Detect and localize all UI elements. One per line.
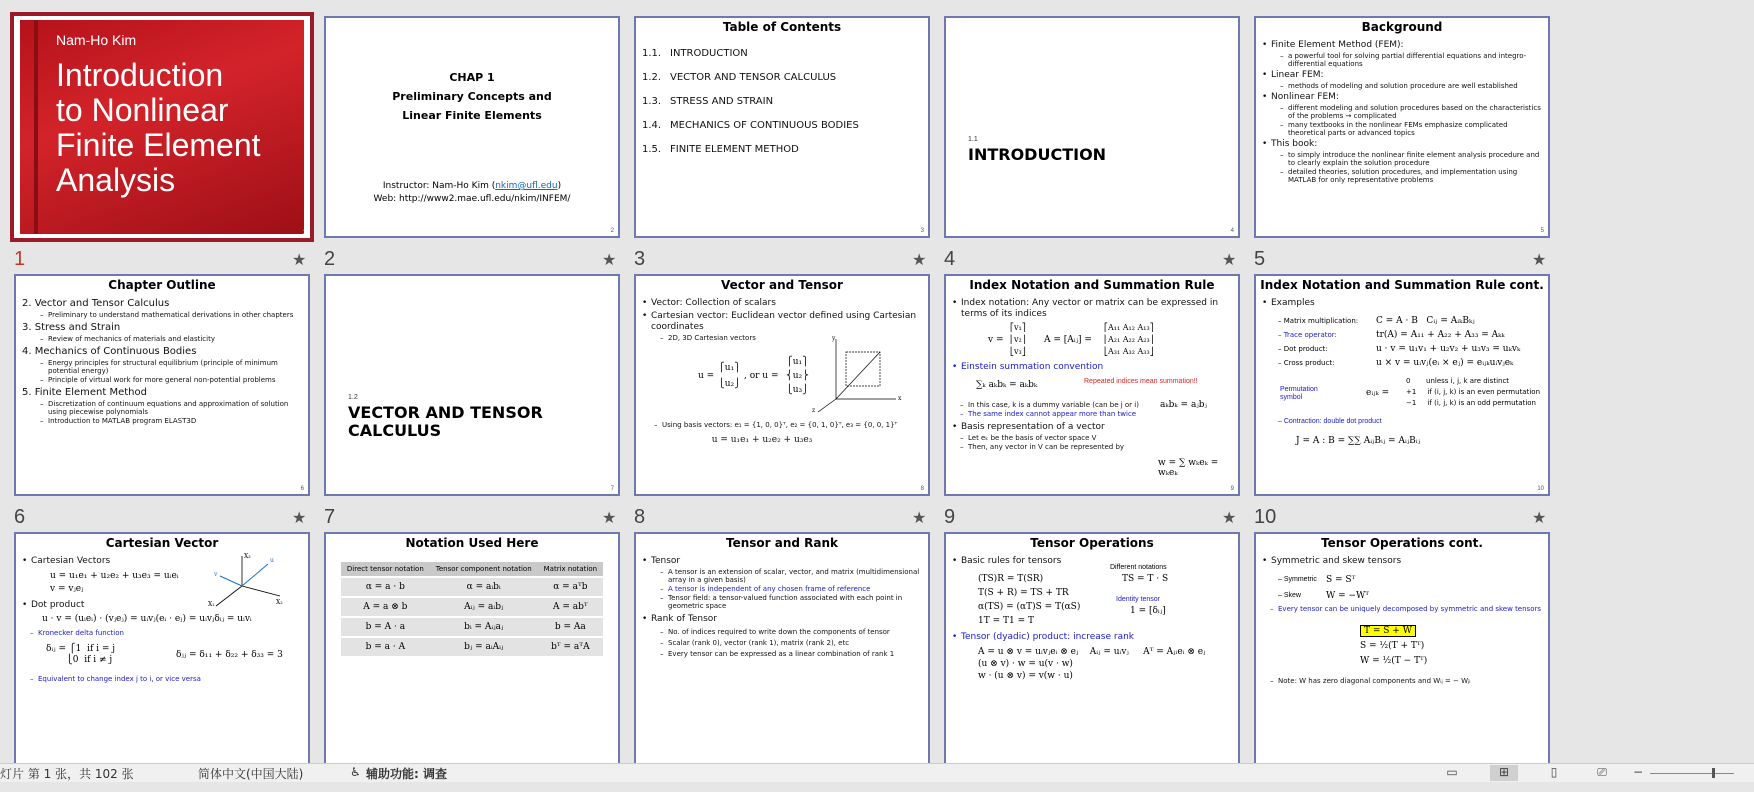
zoom-slider-thumb[interactable]	[1712, 768, 1715, 778]
slide-thumbnail-11[interactable]	[14, 532, 314, 792]
index-matrices	[986, 320, 1186, 360]
slide-3-canvas[interactable]	[634, 16, 930, 238]
svg-text:z: z	[812, 407, 816, 414]
cover-author: Nam-Ho Kim	[56, 32, 137, 48]
slide-page-number: 2	[610, 228, 614, 234]
slide-4-canvas[interactable]	[944, 16, 1240, 238]
slide-body: • Finite Element Method (FEM): – a powerful tool for solving partial differential equations and integro-differential equations • Linear FEM: – methods of modeling and solution procedure are well established • Nonlinear FEM: – different modeling and solution procedures based on the characteristics of the problems → complicated – many textbooks in the nonlinear FEMs emphasize complicated theoretical parts or advanced topics • This book: – to simply introduce the nonlinear finite element analysis procedure and to clearly explain the solution procedure – detailed theories, solution procedures, and implementation using MATLAB for only representative problems	[1262, 38, 1542, 184]
slide-15-canvas[interactable]: Tensor Operations cont. • Symmetric and skew tensors – Symmetric – Skew S = Sᵀ W = −Wᵀ – Every tensor can be uniquely decomposed by symmetric and skew tensors T = S + W S = ½(T + Tᵀ) W = ½(T − Tᵀ) – Note: W has zero diagonal components and Wᵢⱼ = − Wⱼᵢ	[1254, 532, 1550, 772]
slide-thumbnail-9[interactable]	[944, 274, 1244, 534]
slide-title: Background	[1361, 20, 1443, 34]
section-title: VECTOR AND TENSOR CALCULUS	[348, 403, 543, 440]
slide-page-number: 10	[1537, 486, 1544, 492]
slide-number: 1	[14, 248, 26, 270]
slide-page-number: 1	[302, 230, 306, 236]
slide-body: 2. Vector and Tensor Calculus – Preliminary to understand mathematical derivations in other chapters 3. Stress and Strain – Review of mechanics of materials and elasticity 4. Mechanics of Continuous Bodies – Energy principles for structural equilibrium (principle of minimum potential energy) – Principle of virtual work for more general non-potential problems 5. Finite Element Method – Discretization of continuum equations and approximation of solution using piecewise polynomials – Introduction to MATLAB program ELAST3D	[22, 296, 302, 425]
slide-number: 3	[634, 248, 646, 270]
slide-thumbnail-14[interactable]	[944, 532, 1244, 792]
slide-title: Cartesian Vector	[105, 536, 219, 550]
svg-text:⎩u₃⎭: ⎩u₃⎭	[786, 385, 809, 395]
accessibility-status[interactable]: 辅助功能: 调查	[366, 767, 447, 781]
slide-5-canvas[interactable]	[1254, 16, 1550, 238]
slide-7-canvas[interactable]	[324, 274, 620, 496]
slide-body: • Tensor – A tensor is an extension of scalar, vector, and matrix (multidimensional array in a given basis) – A tensor is independent of any chosen frame of reference – Tensor field: a tensor-valued function associated with each point in geometric space • Rank of Tensor – No. of indices required to write down the components of tensor – Scalar (rank 0), vector (rank 1), matrix (rank 2), etc – Every tensor can be expressed as a linear combination of rank 1	[642, 554, 922, 658]
svg-text:⎩u₂⎭: ⎩u₂⎭	[718, 379, 741, 389]
star-icon[interactable]: ★	[602, 510, 617, 527]
slide-sorter-view-icon[interactable]: ⊞	[1490, 765, 1518, 781]
slide-body: • Vector: Collection of scalars • Cartesian vector: Euclidean vector defined using Cartesian coordinates – 2D, 3D Cartesian vectors	[642, 296, 922, 342]
slide-14-canvas[interactable]: Tensor Operations • Basic rules for tensors (TS)R = T(SR) T(S + R) = TS + TR α(TS) = (αT)S = T(αS) 1T = T1 = T Different notations TS = T · S Identity tensor 1 = [δᵢⱼ] • Tensor (dyadic) product: increase rank A = u ⊗ v = uᵢvⱼeᵢ ⊗ eⱼ Aᵢⱼ = uᵢvⱼ Aᵀ = Aⱼᵢeᵢ ⊗ eⱼ (u ⊗ v) · w = u(v · w) w · (u ⊗ v) = v(w · u)	[944, 532, 1240, 772]
svg-text:⎧u₁⎫: ⎧u₁⎫	[718, 363, 741, 373]
zoom-out-icon[interactable]: −	[1632, 765, 1644, 779]
accessibility-icon[interactable]: ♿	[350, 765, 361, 779]
slide-1-canvas[interactable]	[10, 12, 314, 242]
slide-page-number: 5	[1540, 228, 1544, 234]
svg-text:⎧u₁⎫: ⎧u₁⎫	[786, 357, 809, 367]
slide-page-number: 3	[920, 228, 924, 234]
slide-body: • Symmetric and skew tensors	[1262, 554, 1542, 567]
star-icon[interactable]: ★	[602, 252, 617, 269]
summation-note: Repeated indices mean summation!!	[1084, 378, 1198, 385]
cover-title: Introduction to Nonlinear Finite Element Analysis	[56, 57, 261, 198]
zoom-slider[interactable]	[1650, 773, 1734, 774]
svg-text:⎡v₁⎤: ⎡v₁⎤	[1010, 323, 1026, 332]
svg-text:⎡A₁₁ A₁₂ A₁₃⎤: ⎡A₁₁ A₁₂ A₁₃⎤	[1104, 323, 1154, 332]
slide-8-canvas[interactable]: Vector and Tensor • Vector: Collection of scalars • Cartesian vector: Euclidean vector defined using Cartesian coordinates – 2D, 3D Cartesian vectors u = ⎧u₁⎫ ⎩u₂⎭ , or u = ⎧u₁⎫ ⎨u₂⎬ ⎩u₃⎭ y x z – Using basis vectors: e₁ = {1, 0, 0}ᵀ, e₂ = {0, 1, 0}ᵀ, e₃ = {0, 0, 1}ᵀ u = u₁e₁ + u₂e₂ + u₃e₃ 8	[634, 274, 930, 496]
instructor-info: Instructor: Nam-Ho Kim (nkim@ufl.edu) Web: http://www2.mae.ufl.edu/nkim/INFEM/	[373, 181, 571, 204]
slide-page-number: 8	[920, 486, 924, 492]
slide-number: 9	[944, 506, 956, 528]
permutation-label: Permutation symbol	[1280, 386, 1318, 401]
slide-thumbnail-2[interactable]	[324, 16, 624, 276]
slide-title: Tensor Operations	[1030, 536, 1154, 550]
slideshow-icon[interactable]: ⎚	[1597, 765, 1607, 779]
slide-9-canvas[interactable]: Index Notation and Summation Rule • Index notation: Any vector or matrix can be expressed in terms of its indices v = ⎡v₁⎤ ⎢v₂⎥ ⎣v₃⎦ A = [Aᵢⱼ] = ⎡A₁₁ A₁₂ A₁₃⎤ ⎢A₂₁ A₂₂ A₂₃⎥ ⎣A₃₁ A₃₂ A₃₃⎦ • Einstein summation convention ∑ₖ aₖbₖ = aₖbₖ Repeated indices mean summation!! – In this case, k is a dummy variable (can be j or i) – The same index cannot appear more than twice • Basis representation of a vector – Let eₖ be the basis of vector space V – Then, any vector in V can be represented by aₖbₖ = aⱼbⱼ w = ∑ wₖeₖ = wₖeₖ 9	[944, 274, 1240, 496]
slide-title: Chapter Outline	[108, 278, 216, 292]
slide-thumbnail-4[interactable]	[944, 16, 1244, 276]
slide-number: 2	[324, 248, 336, 270]
slide-number: 10	[1254, 506, 1277, 528]
slide-title: Index Notation and Summation Rule cont.	[1260, 278, 1544, 292]
slide-thumbnail-12[interactable]	[324, 532, 624, 792]
slide-title: Index Notation and Summation Rule	[969, 278, 1215, 292]
section-title: INTRODUCTION	[968, 145, 1107, 164]
slide-thumbnail-7[interactable]	[324, 274, 624, 534]
slide-thumbnail-10[interactable]	[1254, 274, 1554, 534]
svg-text:⎨u₂⎬: ⎨u₂⎬	[786, 371, 809, 381]
star-icon[interactable]: ★	[912, 510, 927, 527]
svg-text:⎣A₃₁ A₃₂ A₃₃⎦: ⎣A₃₁ A₃₂ A₃₃⎦	[1104, 347, 1154, 356]
svg-text:⎢A₂₁ A₂₂ A₂₃⎥: ⎢A₂₁ A₂₂ A₂₃⎥	[1104, 335, 1154, 344]
slide-title: Vector and Tensor	[721, 278, 843, 292]
slide-11-canvas[interactable]: Cartesian Vector • Cartesian Vectors u = u₁e₁ + u₂e₂ + u₃e₃ = uᵢeᵢ v = vⱼeⱼ u v X₃ X₂ X₁ • Dot product u · v = (uᵢeᵢ) · (vⱼeⱼ) = uᵢvⱼ(eᵢ · eⱼ) = uᵢvⱼδᵢⱼ = uᵢvᵢ – Kronecker delta function δᵢⱼ = ⎧1 if i = j ⎩0 if i ≠ j δⱼⱼ = δ₁₁ + δ₂₂ + δ₃₃ = 3 – Equivalent to change index j to i, or vice versa	[14, 532, 310, 772]
slide-title: Notation Used Here	[405, 536, 539, 550]
book-cover	[20, 20, 304, 234]
vector-equation: u = u₁e₁ + u₂e₂ + u₃e₃	[711, 435, 813, 445]
slide-2-canvas[interactable]	[324, 16, 620, 238]
slide-title: Table of Contents	[722, 20, 842, 34]
slide-body: • Examples	[1262, 296, 1542, 309]
star-icon[interactable]: ★	[1532, 252, 1547, 269]
normal-view-icon[interactable]: ▭	[1446, 765, 1458, 779]
svg-text:⎢v₂⎥: ⎢v₂⎥	[1010, 335, 1026, 344]
slide-13-canvas[interactable]	[634, 532, 930, 772]
slide-body: • Cartesian Vectors	[22, 554, 302, 567]
slide-thumbnail-15[interactable]	[1254, 532, 1554, 792]
svg-text:u: u	[270, 557, 274, 564]
table-row: b = A · a bᵢ = Aᵢⱼaⱼ b = Aa	[341, 617, 603, 637]
star-icon[interactable]: ★	[292, 252, 307, 269]
star-icon[interactable]: ★	[912, 252, 927, 269]
slide-thumbnail-8[interactable]	[634, 274, 934, 534]
slide-title: Tensor Operations cont.	[1321, 536, 1483, 550]
svg-text:X₁: X₁	[208, 601, 215, 608]
svg-text:v =: v =	[988, 335, 1004, 345]
table-row: A = a ⊗ b Aᵢⱼ = aᵢbⱼ A = abᵀ	[341, 597, 603, 617]
slide-thumbnail-1[interactable]	[14, 16, 314, 276]
slide-10-canvas[interactable]: Index Notation and Summation Rule cont. • Examples – Matrix multiplication: – Trace operator: – Dot product: – Cross product: C = A · B Cᵢⱼ = AᵢₖBₖⱼ tr(A) = A₁₁ + A₂₂ + A₃₃ = Aₖₖ u · v = u₁v₁ + u₂v₂ + u₃v₃ = uₖvₖ u × v = uᵢvⱼ(eᵢ × eⱼ) = eᵢⱼₖuᵢvⱼeₖ Permutation symbol 0 unless i, j, k are distinct +1 if (i, j, k) is an even permutation −1 if (i, j, k) is an odd permutation eᵢⱼₖ = – Contraction: double dot product J = A : B = ∑∑ AᵢⱼBᵢⱼ = AᵢⱼBᵢⱼ 10	[1254, 274, 1550, 496]
star-icon[interactable]: ★	[1532, 510, 1547, 527]
section-number: 1.2	[348, 394, 358, 401]
section-number: 1.1	[968, 136, 978, 143]
star-icon[interactable]: ★	[1222, 252, 1237, 269]
star-icon[interactable]: ★	[292, 510, 307, 527]
chapter-heading: CHAP 1 Preliminary Concepts and Linear Finite Elements	[392, 71, 552, 122]
slide-title: Tensor and Rank	[725, 536, 839, 550]
slide-thumbnail-6[interactable]	[14, 274, 314, 534]
slide-number: 8	[634, 506, 646, 528]
reading-view-icon[interactable]: ▯	[1550, 765, 1558, 779]
email-link[interactable]: nkim@ufl.edu	[495, 181, 558, 191]
notation-table: Direct tensor notation Tensor component notation Matrix notation α = a · b α = aᵢbᵢ α = aᵀb A = a ⊗ b Aᵢⱼ = aᵢbⱼ A = abᵀ b = A · a bᵢ = Aᵢⱼaⱼ b = Aa b = a · A bⱼ = aᵢAᵢⱼ bᵀ = aᵀA	[341, 562, 603, 656]
slide-page-number: 6	[300, 486, 304, 492]
svg-text:y: y	[832, 335, 836, 342]
table-row: α = a · b α = aᵢbᵢ α = aᵀb	[341, 577, 603, 597]
slide-body: • Index notation: Any vector or matrix can be expressed in terms of its indices	[952, 296, 1232, 320]
svg-text:X₂: X₂	[276, 599, 283, 606]
table-row: b = a · A bⱼ = aᵢAᵢⱼ bᵀ = aᵀA	[341, 637, 603, 656]
slide-12-canvas[interactable]	[324, 532, 620, 772]
status-bar	[0, 763, 1754, 782]
slide-number: 7	[324, 506, 336, 528]
slide-body: • Basic rules for tensors	[952, 554, 1232, 567]
svg-text:X₃: X₃	[244, 553, 251, 560]
svg-text:, or u =: , or u =	[744, 371, 779, 381]
slide-page-number: 7	[610, 486, 614, 492]
svg-text:x: x	[898, 395, 902, 402]
star-icon[interactable]: ★	[1222, 510, 1237, 527]
slide-number: 5	[1254, 248, 1266, 270]
svg-text:A = [Aᵢⱼ] =: A = [Aᵢⱼ] =	[1044, 335, 1092, 345]
slide-6-canvas[interactable]	[14, 274, 310, 496]
svg-text:u =: u =	[698, 371, 715, 381]
slide-number: 6	[14, 506, 26, 528]
slide-thumbnail-3[interactable]	[634, 16, 934, 276]
svg-text:v: v	[214, 571, 218, 578]
slide-page-number: 4	[1230, 228, 1234, 234]
language-indicator[interactable]: 简体中文(中国大陆)	[198, 767, 304, 781]
slide-number: 4	[944, 248, 956, 270]
slide-counter: 灯片 第 1 张，共 102 张	[0, 767, 134, 781]
svg-text:⎣v₃⎦: ⎣v₃⎦	[1010, 347, 1026, 356]
slide-thumbnail-5[interactable]	[1254, 16, 1554, 276]
vector-diagram	[696, 334, 926, 414]
toc-list: 1.1. INTRODUCTION 1.2. VECTOR AND TENSOR CALCULUS 1.3. STRESS AND STRAIN 1.4. MECHANICS OF CONTINUOUS BODIES 1.5. FINITE ELEMENT METHOD	[642, 48, 859, 155]
slide-thumbnail-13[interactable]	[634, 532, 934, 792]
slide-page-number: 9	[1230, 486, 1234, 492]
